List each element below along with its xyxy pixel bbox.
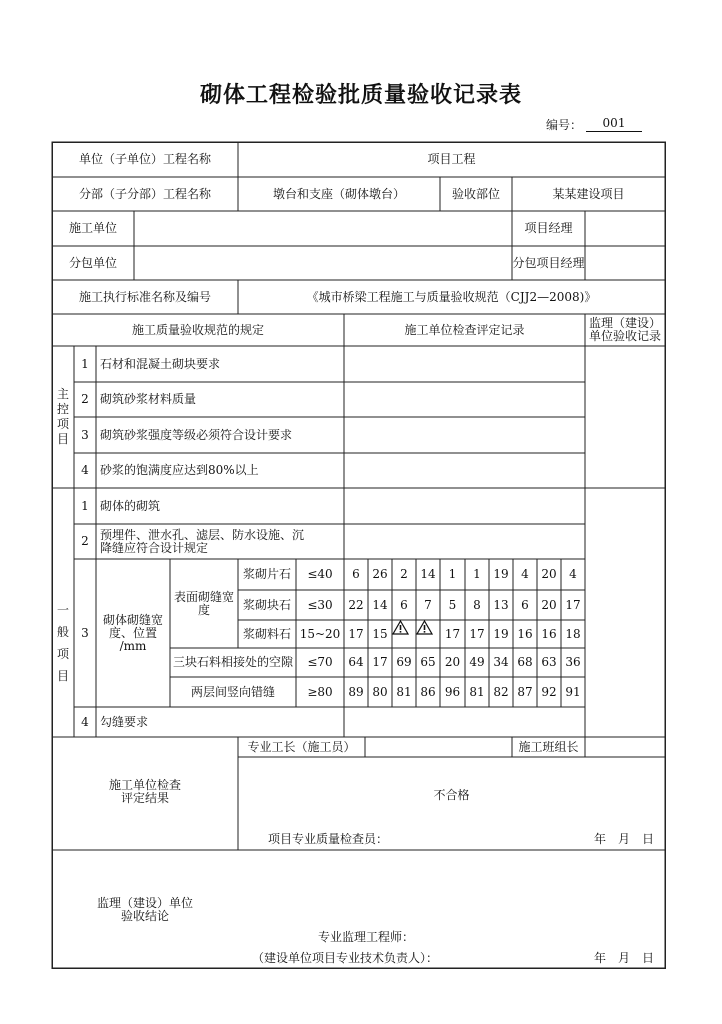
supervisor-header-line-1: 监理（建设） — [588, 316, 661, 330]
measure-name: 三块石料相接处的空隙 — [172, 655, 293, 669]
standard-value: 《城市桥梁工程施工与质量验收规范（CJJ2—2008)》 — [306, 289, 597, 304]
measure-limit: ≤70 — [307, 655, 333, 669]
general-item-no: 3 — [81, 625, 89, 640]
supervisor-header-line-2: 单位验收记录 — [588, 329, 661, 343]
measure-value: 7 — [424, 597, 432, 612]
measure-limit: ≥80 — [307, 684, 333, 699]
measure-value: 64 — [348, 655, 364, 669]
general-item-text: 砌体的砌筑 — [100, 498, 161, 513]
contractor-check-label: 施工单位检查 评定结果 — [108, 778, 181, 805]
measure-value: 63 — [541, 655, 557, 669]
measure-value: 17 — [469, 626, 485, 641]
main-item-no: 1 — [81, 356, 89, 371]
measure-limit: ≤40 — [307, 567, 333, 581]
main-item-text: 砌筑砂浆材料质量 — [100, 392, 197, 406]
measure-value: 81 — [396, 684, 412, 699]
measure-value: 49 — [469, 655, 485, 669]
subcontractor-label: 分包单位 — [68, 255, 117, 270]
measure-value: 19 — [493, 626, 509, 641]
measure-name: 两层间竖向错缝 — [190, 684, 275, 699]
measure-name: 浆砌料石 — [242, 626, 291, 641]
general-item-no: 1 — [81, 498, 89, 513]
measure-value: 22 — [348, 597, 364, 612]
measure-value: 17 — [444, 626, 461, 641]
foreman-label: 专业工长（施工员） — [247, 739, 356, 754]
measure-value: 91 — [565, 684, 581, 699]
measure-value: 1 — [473, 567, 481, 581]
main-item-text: 砌筑砂浆强度等级必须符合设计要求 — [100, 427, 293, 442]
general-item-text: 预埋件、泄水孔、滤层、防水设施、沉 降缝应符合设计规定 — [100, 527, 305, 555]
warning-icon — [416, 620, 440, 648]
warning-icon — [392, 620, 416, 648]
owner-representative-label: （建设单位项目专业技术负责人）： — [252, 950, 439, 965]
measure-limit: 15~20 — [299, 626, 341, 641]
measure-value: 4 — [569, 567, 577, 581]
measure-value: 82 — [493, 684, 509, 699]
main-item-text: 石材和混凝土砌块要求 — [100, 356, 221, 371]
measure-value: 87 — [517, 684, 533, 699]
general-items-group-label: 一 般 项 目 — [56, 602, 69, 683]
measure-value: 80 — [372, 684, 388, 699]
general-item-text: 勾缝要求 — [100, 714, 149, 729]
sub-project-manager-label: 分包项目经理 — [512, 255, 585, 270]
code-value: 001 — [586, 116, 642, 132]
measure-name: 浆砌块石 — [242, 597, 291, 612]
standard-label: 施工执行标准名称及编号 — [78, 289, 211, 304]
measure-value: 14 — [420, 567, 436, 581]
measure-value: 6 — [400, 597, 408, 612]
project-manager-label: 项目经理 — [524, 221, 573, 235]
unit-name-label: 单位（子单位）工程名称 — [78, 152, 211, 166]
measure-value: 1 — [448, 567, 457, 581]
page-title: 砌体工程检验批质量验收记录表 — [199, 83, 522, 108]
measure-value: 69 — [396, 655, 412, 669]
supervisor-column-header — [585, 314, 665, 346]
measure-value: 15 — [372, 626, 388, 641]
spec-column-header: 施工质量验收规范的规定 — [131, 322, 264, 337]
measure-limit: ≤30 — [307, 597, 333, 612]
supervision-conclusion-label: 监理（建设）单位 验收结论 — [96, 896, 193, 923]
measure-value: 18 — [565, 626, 581, 641]
inspection-date: 年 月 日 — [593, 831, 654, 846]
unit-name-value: 项目工程 — [427, 152, 476, 166]
main-item-no: 3 — [81, 427, 89, 442]
supervision-engineer-label: 专业监理工程师： — [318, 929, 415, 944]
general-item-no: 4 — [81, 714, 89, 729]
division-name-label: 分部（子分部）工程名称 — [78, 186, 211, 201]
measure-value: 2 — [400, 567, 408, 581]
inspection-part-value: 某某建设项目 — [552, 186, 625, 201]
measure-value: 13 — [493, 597, 509, 612]
measure-value: 20 — [541, 597, 557, 612]
inspection-part-label: 验收部位 — [451, 186, 500, 201]
measure-value: 20 — [541, 567, 557, 581]
measure-value: 6 — [521, 597, 529, 612]
measure-value: 17 — [372, 655, 388, 669]
measure-value: 68 — [517, 655, 533, 669]
measure-value: 6 — [352, 567, 360, 581]
measure-value: 16 — [541, 626, 557, 641]
measure-value: 81 — [469, 684, 485, 699]
measure-value: 65 — [420, 655, 436, 669]
main-item-no: 4 — [81, 463, 89, 477]
division-name-value: 墩台和支座（砌体墩台） — [272, 186, 405, 201]
measure-value: 19 — [493, 567, 509, 581]
contractor-label: 施工单位 — [68, 221, 117, 235]
measure-value: 17 — [348, 626, 364, 641]
measure-value: 96 — [444, 684, 461, 699]
code-label: 编号： — [546, 118, 583, 132]
record-column-header: 施工单位检查评定记录 — [404, 322, 525, 337]
measure-value: 5 — [448, 597, 457, 612]
measure-value: 92 — [541, 684, 557, 699]
main-item-text: 砂浆的饱满度应达到80%以上 — [100, 463, 259, 477]
measure-value: 26 — [372, 567, 388, 581]
measure-value: 89 — [348, 684, 364, 699]
joint-width-label: 砌体砌缝宽 度、位置 /mm — [102, 612, 163, 653]
measure-value: 20 — [444, 655, 461, 669]
general-item-no: 2 — [81, 534, 89, 548]
measure-value: 14 — [372, 597, 388, 612]
supervision-date: 年 月 日 — [593, 950, 654, 965]
team-leader-label: 施工班组长 — [518, 739, 579, 754]
surface-joint-label: 表面砌缝宽 度 — [173, 589, 234, 617]
measure-name: 浆砌片石 — [242, 567, 291, 581]
main-item-no: 2 — [81, 392, 89, 406]
measure-value: 4 — [521, 567, 529, 581]
measure-value: 17 — [565, 597, 581, 612]
measure-value: 8 — [473, 597, 481, 612]
measure-value: 16 — [517, 626, 533, 641]
measure-value: 34 — [493, 655, 509, 669]
measure-value: 36 — [565, 655, 581, 669]
measure-value: 86 — [420, 684, 436, 699]
quality-inspector-label: 项目专业质量检查员： — [268, 831, 389, 846]
check-result: 不合格 — [433, 787, 470, 802]
main-items-group-label: 主 控 项 目 — [56, 387, 69, 446]
